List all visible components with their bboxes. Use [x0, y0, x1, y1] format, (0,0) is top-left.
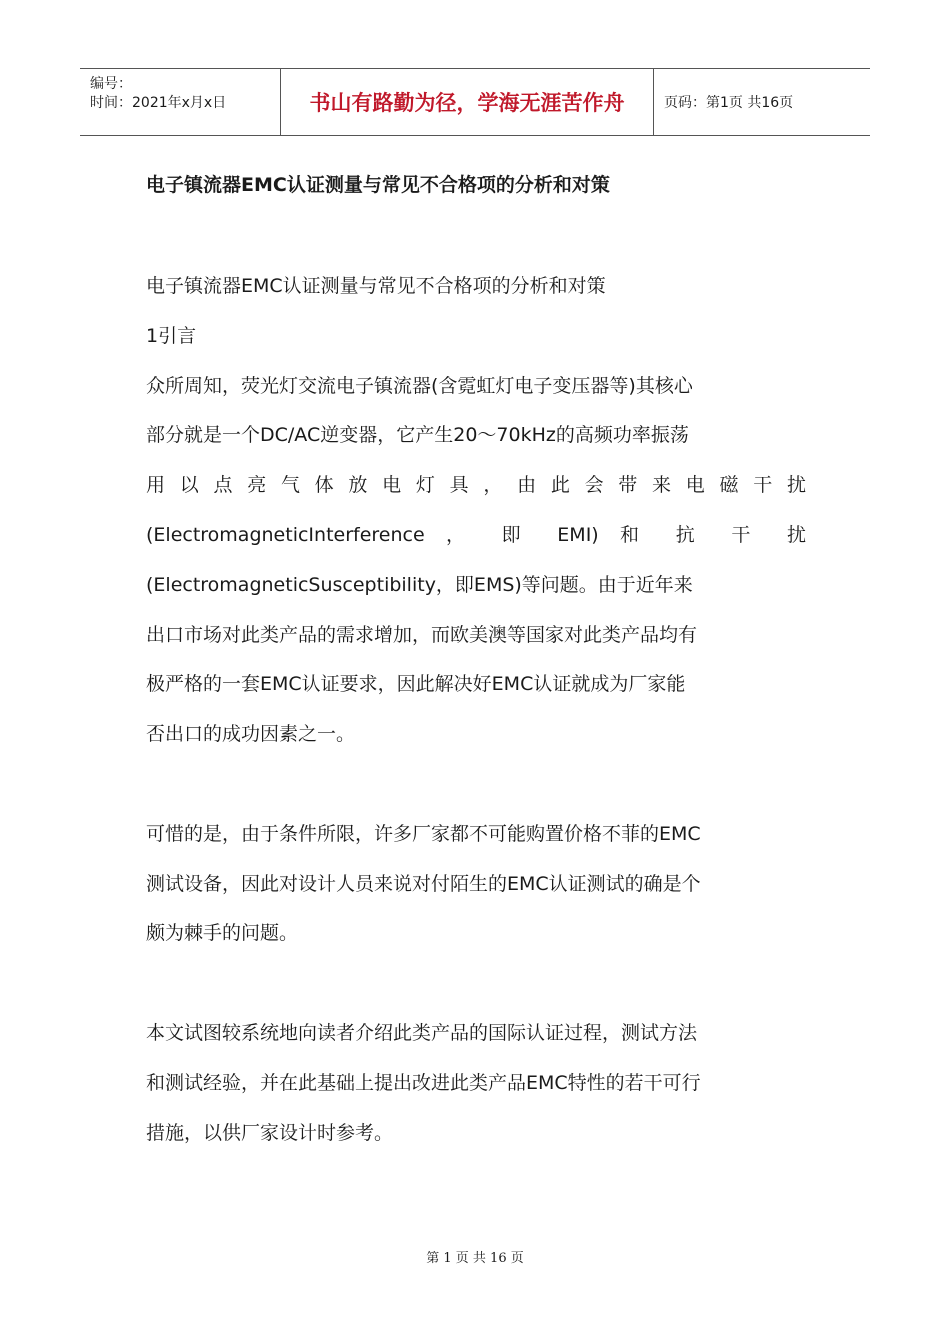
document-body: [146, 262, 806, 1158]
header-meta: [80, 69, 281, 135]
paragraph-line: 可惜的是，由于条件所限，许多厂家都不可能购置价格不菲的EMC: [146, 822, 701, 845]
paragraph-gap: [146, 760, 806, 810]
paragraph-gap: [146, 959, 806, 1009]
section-heading: 1引言: [146, 324, 197, 347]
paragraph-line: (ElectromagneticInterference ， 即 EMI) 和 抗 干 扰: [146, 523, 806, 546]
paragraph-line: 部分就是一个DC/AC逆变器，它产生20～70kHz的高频功率振荡: [146, 424, 689, 447]
paragraph-subtitle: 电子镇流器EMC认证测量与常见不合格项的分析和对策: [146, 275, 606, 297]
paragraph-line: 极严格的一套EMC认证要求，因此解决好EMC认证就成为厂家能: [146, 673, 686, 696]
header-motto: 书山有路勤为径，学海无涯苦作舟: [281, 69, 654, 135]
paragraph-line: 出口市场对此类产品的需求增加，而欧美澳等国家对此类产品均有: [146, 623, 698, 646]
paragraph-line: (ElectromagneticSusceptibility，即EMS)等问题。由于近年来: [146, 573, 693, 596]
paragraph-line: 颇为棘手的问题。: [146, 922, 299, 945]
document-title: 电子镇流器EMC认证测量与常见不合格项的分析和对策: [146, 174, 610, 196]
paragraph-line: 众所周知，荧光灯交流电子镇流器(含霓虹灯电子变压器等)其核心: [146, 374, 693, 397]
number-label: 编号：: [90, 76, 132, 92]
paragraph-line: 否出口的成功因素之一。: [146, 723, 356, 746]
paragraph-line: 措施，以供厂家设计时参考。: [146, 1121, 394, 1144]
paragraph-line: 本文试图较系统地向读者介绍此类产品的国际认证过程，测试方法: [146, 1021, 698, 1044]
page-header: [80, 68, 870, 136]
paragraph-line: 和测试经验，并在此基础上提出改进此类产品EMC特性的若干可行: [146, 1071, 701, 1094]
header-page-info: 页码：第1页 共16页: [664, 95, 794, 111]
time-label: 时间：2021年x月x日: [90, 95, 227, 111]
page-footer: 第 1 页 共 16 页: [426, 1251, 524, 1266]
paragraph-line: 测试设备，因此对设计人员来说对付陌生的EMC认证测试的确是个: [146, 872, 701, 895]
paragraph-line: 用以点亮气体放电灯具，由此会带来电磁干扰: [146, 474, 806, 497]
